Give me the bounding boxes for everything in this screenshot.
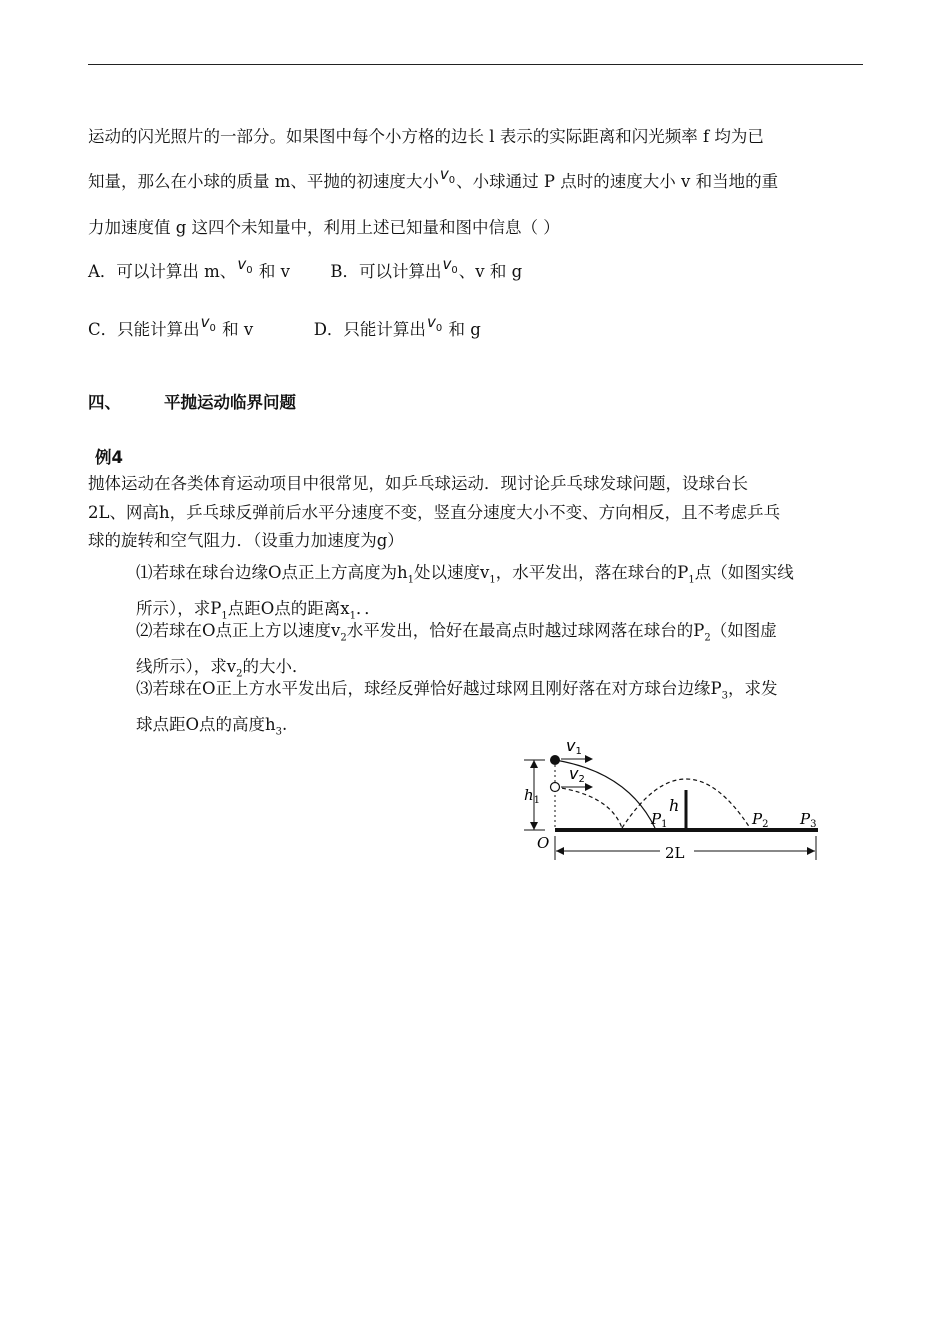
option-b: B．可以计算出$v_0$、v 和 g	[330, 255, 523, 281]
table-tennis-figure	[500, 730, 830, 870]
example-intro-line-2: 2L、网高h，乒乓球反弹前后水平分速度不变，竖直分速度大小不变、方向相反，且不考虑乒乓	[88, 502, 781, 522]
question-line-2	[88, 165, 779, 194]
v1-label: v1	[566, 736, 582, 757]
v0-symbol: $v_0$	[426, 313, 443, 334]
len-arrow-left	[556, 847, 564, 855]
section-number: 四、	[88, 393, 121, 412]
question-line-2-a: 知量，那么在小球的质量 m、平抛的初速度大小	[88, 172, 439, 191]
trajectory-dashed-1	[555, 787, 622, 828]
h1-arrow-down	[530, 822, 538, 830]
ball-hollow	[551, 783, 560, 792]
option-d: D．只能计算出$v_0$ 和 g	[313, 313, 481, 339]
example-intro-line-3: 球的旋转和空气阻力．（设重力加速度为g）	[88, 531, 404, 550]
sub-question-3: ⑶若球在O正上方水平发出后，球经反弹恰好越过球网且刚好落在对方球台边缘$P_3$，求发 球点距O点的高度$h_3$.	[136, 679, 778, 738]
options-row-cd	[88, 313, 481, 342]
example-label: 例4	[95, 448, 123, 467]
h1-arrow-up	[530, 760, 538, 768]
question-line-1: 运动的闪光照片的一部分。如果图中每个小方格的边长 l 表示的实际距离和闪光频率 f 均为已	[88, 127, 764, 146]
section-title: 平抛运动临界问题	[164, 393, 296, 412]
v0-symbol: $v_0$	[200, 313, 216, 334]
sub-question-1: ⑴若球在球台边缘O点正上方高度为$h_1$处以速度$v_1$，水平发出，落在球台的$P_1$点（如图实线 所示），求$P_1$点距O点的距离$x_1$．．	[136, 563, 794, 622]
p3-label: $P_3$	[800, 810, 817, 830]
example-intro-line-1: 抛体运动在各类体育运动项目中很常见，如乒乓球运动．现讨论乒乓球发球问题，设球台长	[88, 474, 748, 493]
v0-symbol: $v_0$	[442, 255, 458, 276]
len-arrow-right	[807, 847, 815, 855]
p2-label: $P_2$	[752, 810, 769, 830]
sub-question-2: ⑵若球在O点正上方以速度$v_2$水平发出，恰好在最高点时越过球网落在球台的$P_2$（如图虚 线所示），求$v_2$的大小．	[136, 621, 777, 680]
options-row-ab	[88, 255, 523, 284]
origin-label: O	[537, 834, 550, 852]
example-intro	[88, 470, 866, 556]
net-height-label: h	[669, 796, 680, 815]
p1-label: $P_1$	[651, 810, 668, 830]
header-rule	[88, 64, 863, 65]
question-line-3: 力加速度值 g 这四个未知量中，利用上述已知量和图中信息（ ）	[88, 218, 560, 237]
option-a: A．可以计算出 m、$v_0$ 和 v	[88, 255, 290, 281]
option-c: C．只能计算出$v_0$ 和 v	[88, 313, 254, 339]
ball-solid	[550, 755, 560, 765]
section-heading	[88, 389, 296, 413]
v0-symbol: $v_0$	[439, 165, 456, 186]
question-line-2-b: 、小球通过 P 点时的速度大小 v 和当地的重	[456, 172, 779, 191]
v0-symbol: $v_0$	[237, 255, 253, 276]
length-label: 2L	[665, 844, 685, 862]
h1-label: $h_1$	[524, 786, 541, 806]
v2-label: v2	[569, 764, 585, 785]
